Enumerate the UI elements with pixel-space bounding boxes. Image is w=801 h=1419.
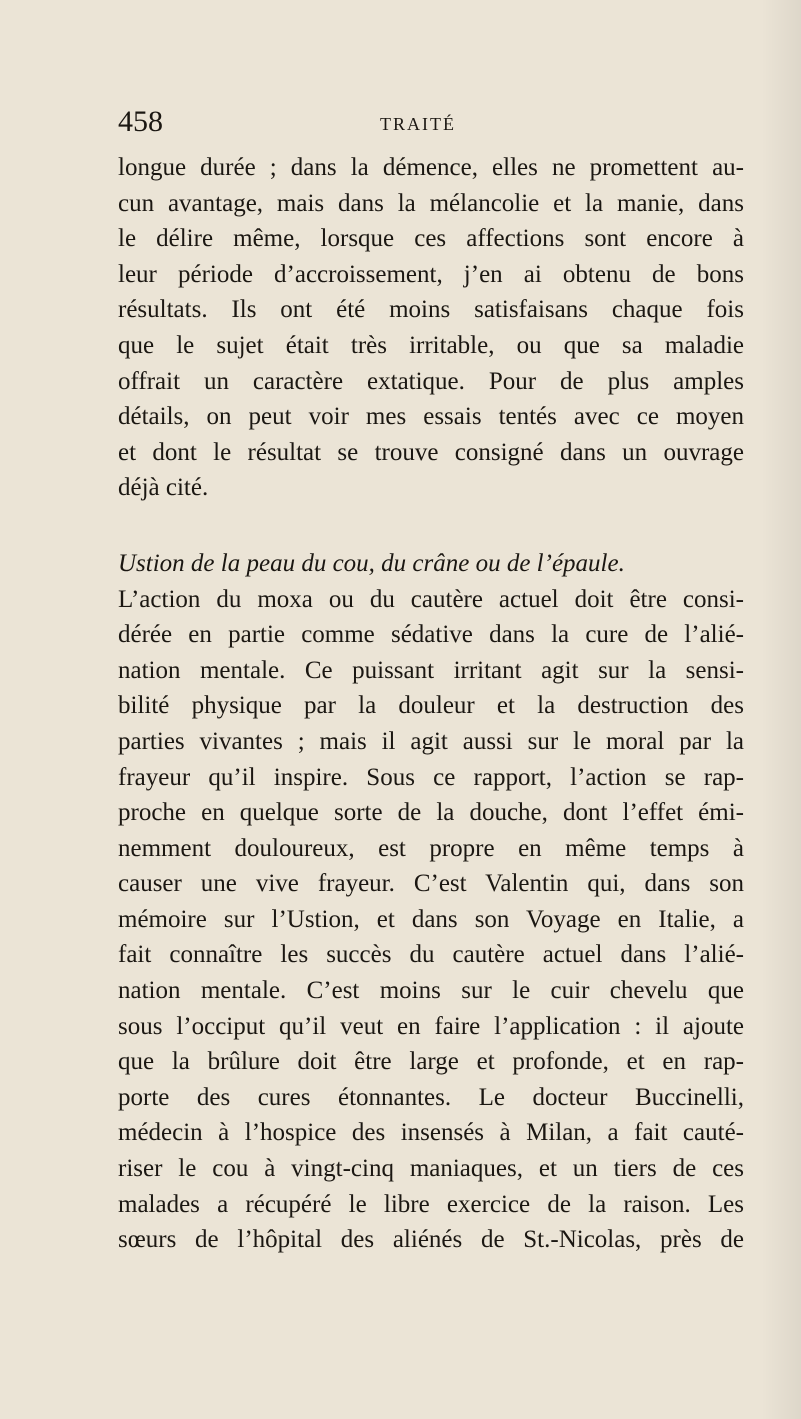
text-line: médecin à l’hospice des insensés à Milan, a fait cauté- (118, 1119, 744, 1147)
text-line: déjà cité. (118, 474, 209, 502)
page-number: 458 (118, 105, 163, 138)
text-line: frayeur qu’il inspire. Sous ce rapport, l’action se rap- (118, 763, 744, 791)
text-line: bilité physique par la douleur et la destruction des (118, 692, 744, 720)
text-line: résultats. Ils ont été moins satisfaisans chaque fois (118, 296, 744, 324)
text-line: le délire même, lorsque ces affections sont encore à (118, 225, 744, 253)
text-line: que la brûlure doit être large et profonde, et en rap- (118, 1048, 744, 1076)
text-line: proche en quelque sorte de la douche, dont l’effet émi- (118, 799, 744, 827)
text-line: détails, on peut voir mes essais tentés avec ce moyen (118, 403, 744, 431)
page-header (118, 104, 742, 144)
text-line: longue durée ; dans la démence, elles ne promettent au- (118, 154, 744, 181)
text-line: cun avantage, mais dans la mélancolie et la manie, dans (118, 189, 744, 217)
body-text (118, 150, 744, 1258)
text-line: nemment douloureux, est propre en même temps à (118, 834, 744, 862)
text-line: mémoire sur l’Ustion, et dans son Voyage en Italie, a (118, 905, 744, 933)
section-title: Ustion de la peau du cou, du crâne ou de l’épaule. (118, 549, 625, 577)
text-line: L’action du moxa ou du cautère actuel doit être consi- (118, 585, 744, 613)
text-line: dérée en partie comme sédative dans la cure de l’alié- (118, 621, 744, 649)
text-line: porte des cures étonnantes. Le docteur Buccinelli, (118, 1083, 744, 1111)
text-line: que le sujet était très irritable, ou que sa maladie (118, 331, 744, 359)
text-line: parties vivantes ; mais il agit aussi sur le moral par la (118, 727, 744, 755)
running-title: TRAITÉ (380, 114, 456, 134)
text-line: et dont le résultat se trouve consigné dans un ouvrage (118, 438, 744, 466)
text-line: sous l’occiput qu’il veut en faire l’application : il ajoute (118, 1012, 744, 1040)
text-line: riser le cou à vingt-cinq maniaques, et un tiers de ces (118, 1155, 744, 1183)
text-line: fait connaître les succès du cautère actuel dans l’alié- (118, 941, 744, 969)
paragraph-gap (118, 506, 744, 546)
text-line: nation mentale. C’est moins sur le cuir chevelu que (118, 977, 744, 1005)
text-line: offrait un caractère extatique. Pour de plus amples (118, 367, 744, 395)
text-line: malades a récupéré le libre exercice de la raison. Les (118, 1190, 744, 1218)
text-line: sœurs de l’hôpital des aliénés de St.-Nicolas, près de (118, 1226, 744, 1254)
text-line: causer une vive frayeur. C’est Valentin qui, dans son (118, 870, 744, 898)
text-line: leur période d’accroissement, j’en ai obtenu de bons (118, 260, 744, 288)
text-line: nation mentale. Ce puissant irritant agit sur la sensi- (118, 656, 744, 684)
